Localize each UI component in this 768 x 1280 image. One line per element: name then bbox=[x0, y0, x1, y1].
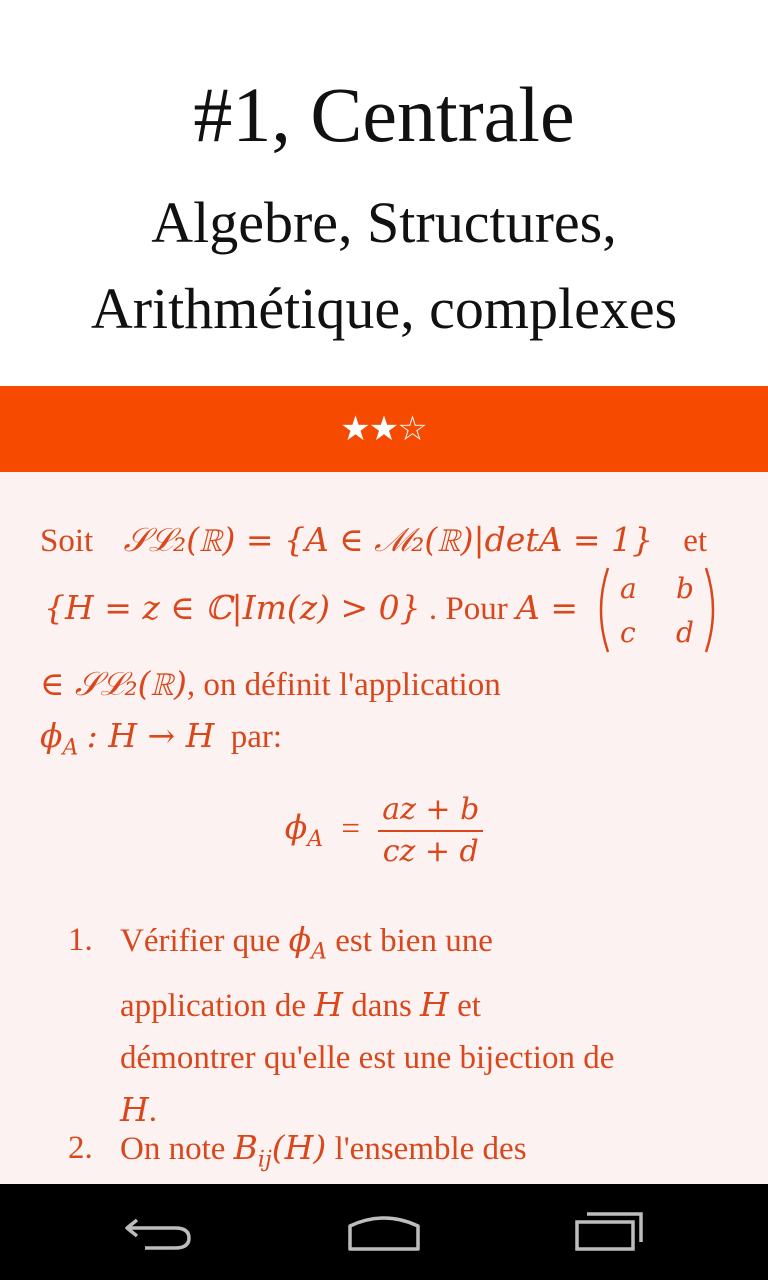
matrix-c: c bbox=[620, 616, 636, 649]
item1-math-phi: ϕ bbox=[288, 920, 312, 959]
list-item-number: 2. bbox=[68, 1130, 93, 1166]
formula-phi-A bbox=[0, 790, 768, 872]
exercise-title: #1, Centrale bbox=[193, 71, 575, 158]
formula-numerator: az + b bbox=[378, 790, 483, 832]
item1-text-dans: dans bbox=[351, 987, 412, 1024]
statement-line-3 bbox=[40, 658, 501, 711]
item1-line-1 bbox=[120, 914, 730, 979]
home-icon bbox=[346, 1212, 422, 1252]
matrix-a: a bbox=[620, 572, 637, 605]
text-et: et bbox=[683, 523, 708, 559]
math-in-sl2: ∈ 𝒮ℒ₂(ℝ) bbox=[40, 664, 187, 703]
item2-math-B-sub: ij bbox=[257, 1147, 272, 1173]
subtitle-line-1: Algebre, Structures, bbox=[151, 190, 617, 255]
item1-text-et: et bbox=[457, 987, 481, 1024]
math-sl2-definition: 𝒮ℒ₂(ℝ) = {A ∈ ℳ₂(ℝ)|detA = 1} bbox=[123, 520, 654, 559]
math-half-plane: {H = z ∈ ℂ|Im(z) > 0} bbox=[44, 588, 421, 627]
text-on-definit: , on définit l'application bbox=[186, 667, 501, 703]
item2-text-ensemble: l'ensemble des bbox=[334, 1131, 527, 1167]
math-phi-subscript: A bbox=[62, 735, 79, 761]
item1-line-3: démontrer qu'elle est une bijection de bbox=[120, 1039, 615, 1076]
matrix-A bbox=[592, 564, 724, 656]
text-par: par: bbox=[230, 719, 282, 755]
item1-math-phi-sub: A bbox=[311, 939, 327, 965]
formula-denominator: cz + d bbox=[382, 834, 479, 869]
math-map-H-to-H: : H → H bbox=[86, 716, 215, 755]
item1-line-2 bbox=[120, 979, 730, 1032]
item2-line-1 bbox=[120, 1122, 730, 1184]
list-item-number: 1. bbox=[68, 922, 93, 958]
formula-lhs-subscript: A bbox=[307, 827, 324, 853]
text-pour: . Pour bbox=[428, 591, 508, 627]
difficulty-rating-bar bbox=[0, 386, 768, 472]
back-button[interactable] bbox=[84, 1184, 234, 1280]
list-item-text bbox=[120, 914, 730, 1137]
formula-lhs: ϕ bbox=[284, 807, 308, 847]
exercise-subtitle bbox=[0, 180, 768, 352]
item1-math-H1: H bbox=[314, 984, 344, 1024]
star-filled-icon: ★ bbox=[340, 409, 371, 449]
text-soit: Soit bbox=[40, 523, 94, 559]
item1-text-bien-une: est bien une bbox=[335, 923, 493, 959]
math-A-equals: A = bbox=[516, 588, 578, 627]
formula-fraction bbox=[378, 790, 483, 872]
system-navigation-bar bbox=[0, 1184, 768, 1280]
formula-equals: = bbox=[341, 810, 360, 847]
recent-apps-icon bbox=[573, 1212, 645, 1252]
statement-line-2 bbox=[44, 582, 578, 635]
item2-text-on-note: On note bbox=[120, 1131, 226, 1167]
exercise-content[interactable] bbox=[0, 472, 768, 1184]
statement-line-1 bbox=[40, 514, 707, 567]
statement-line-4 bbox=[40, 710, 282, 775]
item1-math-H3: H bbox=[120, 1089, 149, 1129]
item2-math-H: (H) bbox=[271, 1128, 327, 1167]
item1-text-verifier: Vérifier que bbox=[120, 923, 281, 959]
back-arrow-icon bbox=[123, 1212, 195, 1252]
subtitle-line-2: Arithmétique, complexes bbox=[90, 276, 678, 341]
star-filled-icon: ★ bbox=[368, 409, 400, 449]
matrix-b: b bbox=[676, 572, 694, 605]
recent-apps-button[interactable] bbox=[534, 1184, 684, 1280]
list-item-text bbox=[120, 1122, 730, 1184]
item2-math-B: B bbox=[233, 1128, 258, 1167]
item1-period: . bbox=[148, 1092, 158, 1129]
item1-math-H2: H bbox=[420, 984, 449, 1024]
math-phi: ϕ bbox=[40, 716, 63, 755]
matrix-d: d bbox=[676, 616, 694, 649]
exercise-header bbox=[0, 0, 768, 386]
star-empty-icon: ☆ bbox=[397, 409, 428, 449]
home-button[interactable] bbox=[309, 1184, 459, 1280]
item1-text-application: application de bbox=[120, 987, 307, 1024]
